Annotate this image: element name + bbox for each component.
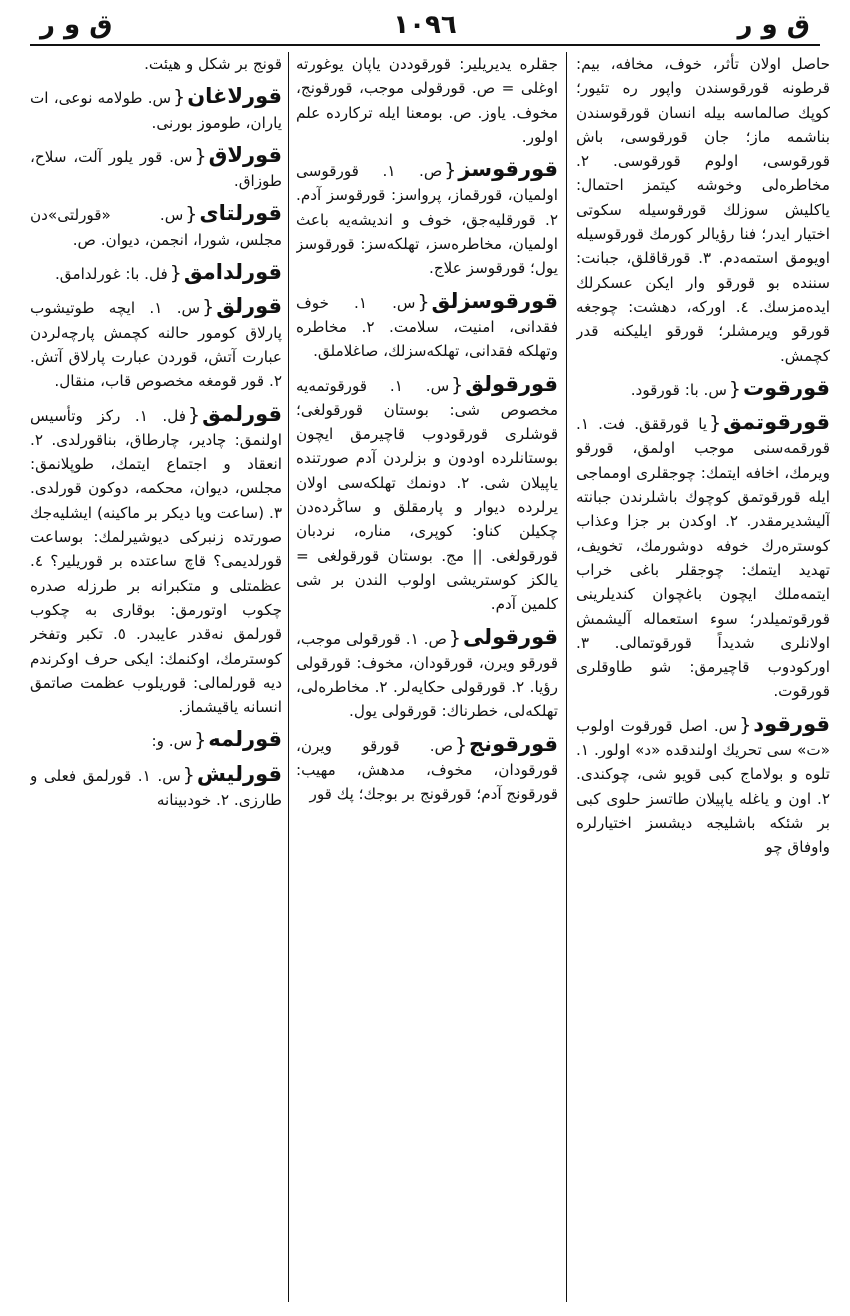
- dictionary-entry: [296, 157, 558, 280]
- entry-brace: {: [448, 626, 461, 649]
- entry-headword: قورقوتمق: [723, 410, 830, 435]
- entry-definition: ص. قورقو ویرن، قورقودان، مخوف، مدهش، مهیب: قورقونج آدم؛ قورقونج بر بوجك؛ پك قور: [296, 736, 558, 804]
- dictionary-entry: [30, 84, 282, 135]
- entry-definition: جقلره یدیریلیر: قورقوددن یاپان یوغورته اوغلی = ص. قورقولی موجب، قورقونج، مخوف. یاوز. ص. بومعنا ایله ترکارده علم اولور.: [296, 55, 558, 146]
- dictionary-entry: [576, 52, 830, 368]
- entry-definition: فل. ۱. رکز وتأسیس اولنمق: چادیر، چارطاق، بناقورلدی. ۲. انعقاد و اجتماع ایتمك، طوپلانمق: مجلس، دیوان، محکمه، دوکون قورلدی. ۳. (ساعت ویا دیکر بر ماکینه) ایشلیه‌جك صورتده زنبرکی دیوشیرلمك: بوساعت قورلدیمی؟ قاچ ساعتده بر قوریلیر؟ ٤. عظمتلی و متکبرانه بر طرزله صدره چکوب اوتورمق: بوقاری به چکوب قورلمق نه‌قدر عایبدر. ٥. تکبر وتفخر کوسترمك، اوکنمك: ایکی حرف اوکرندم دیه قورلمالی: قوریلوب عظمت صاتمق انسانه یاقیشماز.: [30, 406, 282, 717]
- dictionary-entry: [296, 732, 558, 807]
- dictionary-entry: [576, 712, 830, 860]
- entry-definition: یا قورققق. فت. ۱. قورقمه‌سنی موجب اولمق، قورقو ویرمك، اخافه ایتمك: چوجقلری اومماجی ایله قورقوتمق کوچوك باشلرندن جبانته آلیشدیرمقدر. ۲. اوکدن بر جزا وعذاب کوستره‌رك خوفه دوشورمك، تخویف، تهدید ایتمك: چوجقلر باغی خراب ایتمه‌ملك ایچون باغچوان کندیلرینی قورقوتمیلدر؛ سوء استعماله آلیشمش اولانلری شدیداً قورقوتمالی. ۳. اورکودوب قاچیرمق: شو طاوقلری قورقوت.: [576, 415, 830, 701]
- entry-headword: قورقونج: [469, 731, 558, 756]
- entry-headword: قورلاغان: [187, 84, 282, 109]
- entry-headword: قورلاق: [208, 142, 282, 167]
- dictionary-entry: [576, 376, 830, 402]
- entry-definition: ص. ۱. قورقولی موجب، قورقو ویرن، قورقودان، مخوف: قورقولی رؤیا. ۲. قورقولی حکایه‌لر. ۲. مخاطره‌لی، تهلکه‌لی، خطرناك: قورقولی یول.: [296, 629, 558, 721]
- entry-brace: {: [173, 86, 186, 109]
- entry-headword: قورقود: [753, 711, 830, 736]
- dictionary-entry: [30, 727, 282, 753]
- dictionary-entry: [30, 201, 282, 252]
- entry-definition: س. و:: [151, 732, 193, 751]
- entry-brace: {: [451, 373, 464, 396]
- header-left-guide-word: ق و ر: [40, 10, 113, 40]
- entry-brace: {: [185, 203, 198, 226]
- entry-definition: س. ۱. قورلمق فعلی و طارزی. ۲. خودبینانه: [30, 766, 282, 810]
- entry-brace: {: [182, 763, 195, 786]
- entry-definition: س. با: قورقود.: [630, 380, 727, 399]
- dictionary-entry: [576, 410, 830, 704]
- entry-brace: {: [709, 412, 722, 435]
- entry-brace: {: [188, 403, 201, 426]
- page-header: [30, 8, 820, 42]
- page-number: ١٠٩٦: [393, 10, 457, 40]
- column-divider: [288, 52, 289, 1302]
- entry-headword: قورلمه: [208, 727, 282, 752]
- entry-definition: قونج بر شکل و هیئت.: [144, 55, 282, 73]
- entry-headword: قورقوت: [742, 375, 830, 400]
- header-right-guide-word: ق و ر: [737, 10, 810, 40]
- column-right: [576, 52, 830, 1302]
- header-rule: [30, 44, 820, 46]
- entry-headword: قورقوسز: [458, 157, 558, 182]
- entry-brace: {: [417, 290, 430, 313]
- dictionary-entry: [296, 289, 558, 364]
- entry-headword: قورقولق: [465, 371, 558, 396]
- entry-brace: {: [202, 296, 215, 319]
- entry-brace: {: [194, 144, 207, 167]
- entry-headword: قورقولی: [462, 624, 558, 649]
- entry-definition: س. ۱. ایچه طوتیشوب پارلاق کومور حالنه کچمش پارچه‌لردن عبارت آتش، قوردن عبارت پارلاق آتش. ۲. قور قومغه مخصوص قاب، منقال.: [30, 299, 282, 391]
- entry-brace: {: [194, 729, 207, 752]
- entry-brace: {: [728, 377, 741, 400]
- dictionary-entry: [30, 762, 282, 813]
- entry-headword: قورلیش: [196, 761, 282, 786]
- dictionary-entry: [296, 625, 558, 724]
- column-divider: [566, 52, 567, 1302]
- dictionary-entry: [30, 143, 282, 194]
- entry-brace: {: [169, 262, 182, 285]
- entry-headword: قورلتای: [199, 201, 282, 226]
- entry-headword: قورلدامق: [183, 260, 282, 285]
- entry-headword: قورلق: [216, 294, 282, 319]
- entry-definition: س. «قورلتی»دن مجلس، شورا، انجمن، دیوان. ص.: [30, 206, 282, 249]
- entry-definition: حاصل اولان تأثر، خوف، مخافه، بیم: قرطونه قورقوسندن واپور ره تئیور؛ کوپك صالماسه بیله انسان قورقوسندن بناشمه ماز؛ جان قورقوسی، باش قورقوسی، اولوم قورقوسی. ۲. مخاطره‌لی وخوشه کیتمز احتمال: یاکلیش سوزلك قورقوسیله سکوتی اختیار ایدر؛ فنا رؤیالر کورمك قورقوسیله اویومق استمه‌دم. ۳. قورقاقلق، جبانت: سننده بو قورقو وار ایکن عسکرلك ایده‌مزسك. ٤. اورکه، دهشت: چوجغه قورقو ویرمشلر؛ قورقو ایلیکنه قدر کچمش.: [576, 55, 830, 365]
- entry-brace: {: [454, 733, 468, 756]
- entry-definition: س. اصل قورقوت اولوب «ت» سی تحریك اولندقده «د» اولور. ۱. تلوه و بولاماج کبی قویو شی، چوکندی. ۲. اون و یاغله یاپیلان طاتسز حلوی کبی بر شئکه باشلیجه دیشسز اختیارلره واوفاق چو: [576, 716, 830, 857]
- entry-definition: فل. با: غورلدامق.: [54, 265, 168, 284]
- entry-definition: ص. ۱. قورقوسی اولمیان، قورقماز، پرواسز: قورقوسز آدم. ۲. قورقلیه‌جق، خوف و اندیشه‌یه باعث اولمیان، مخاطره‌سز، تهلکه‌سز: قورقوسز یول؛ قورقوسز علاج.: [296, 162, 558, 278]
- dictionary-entry: [296, 52, 558, 149]
- dictionary-entry: [30, 402, 282, 720]
- dictionary-entry: [296, 372, 558, 617]
- entry-headword: قورقوسزلق: [431, 288, 558, 313]
- entry-definition: س. ۱. خوف فقدانی، امنیت، سلامت. ۲. مخاطره وتهلکه فقدانی، تهلکه‌سزلك، صاغلاملق.: [296, 293, 558, 361]
- entry-definition: س. طولامه نوعی، ات یاران، طوموز بورنی.: [30, 89, 282, 132]
- dictionary-entry: [30, 294, 282, 393]
- column-left: [30, 52, 282, 1302]
- entry-definition: س. قور یلور آلت، سلاح، طوزاق.: [30, 147, 282, 191]
- entry-brace: {: [739, 713, 752, 736]
- dictionary-entry: [30, 260, 282, 286]
- entry-definition: س. ۱. قورقوتمه‌یه مخصوص شی: بوستان قورقولغی؛ قوشلری قورقودوب قاچیرمق ایچون بوستانلرده اودون و بزلردن آدم صورتنده یاپیلان شی. ۲. دونمك تهلکه‌سی اولان یرلرده دیوار و پارمقلق و ساڭرده‌دن چکیلن کناو: کوپری، مناره، نردبان قورقولغی. || مج. بوستان قورقولغی = یالکز کوستریشی اولوب الندن بر شی کلمین آدم.: [296, 376, 558, 614]
- dictionary-entry: [30, 52, 282, 76]
- entry-headword: قورلمق: [202, 401, 282, 426]
- column-middle: [296, 52, 558, 1302]
- entry-brace: {: [444, 159, 457, 182]
